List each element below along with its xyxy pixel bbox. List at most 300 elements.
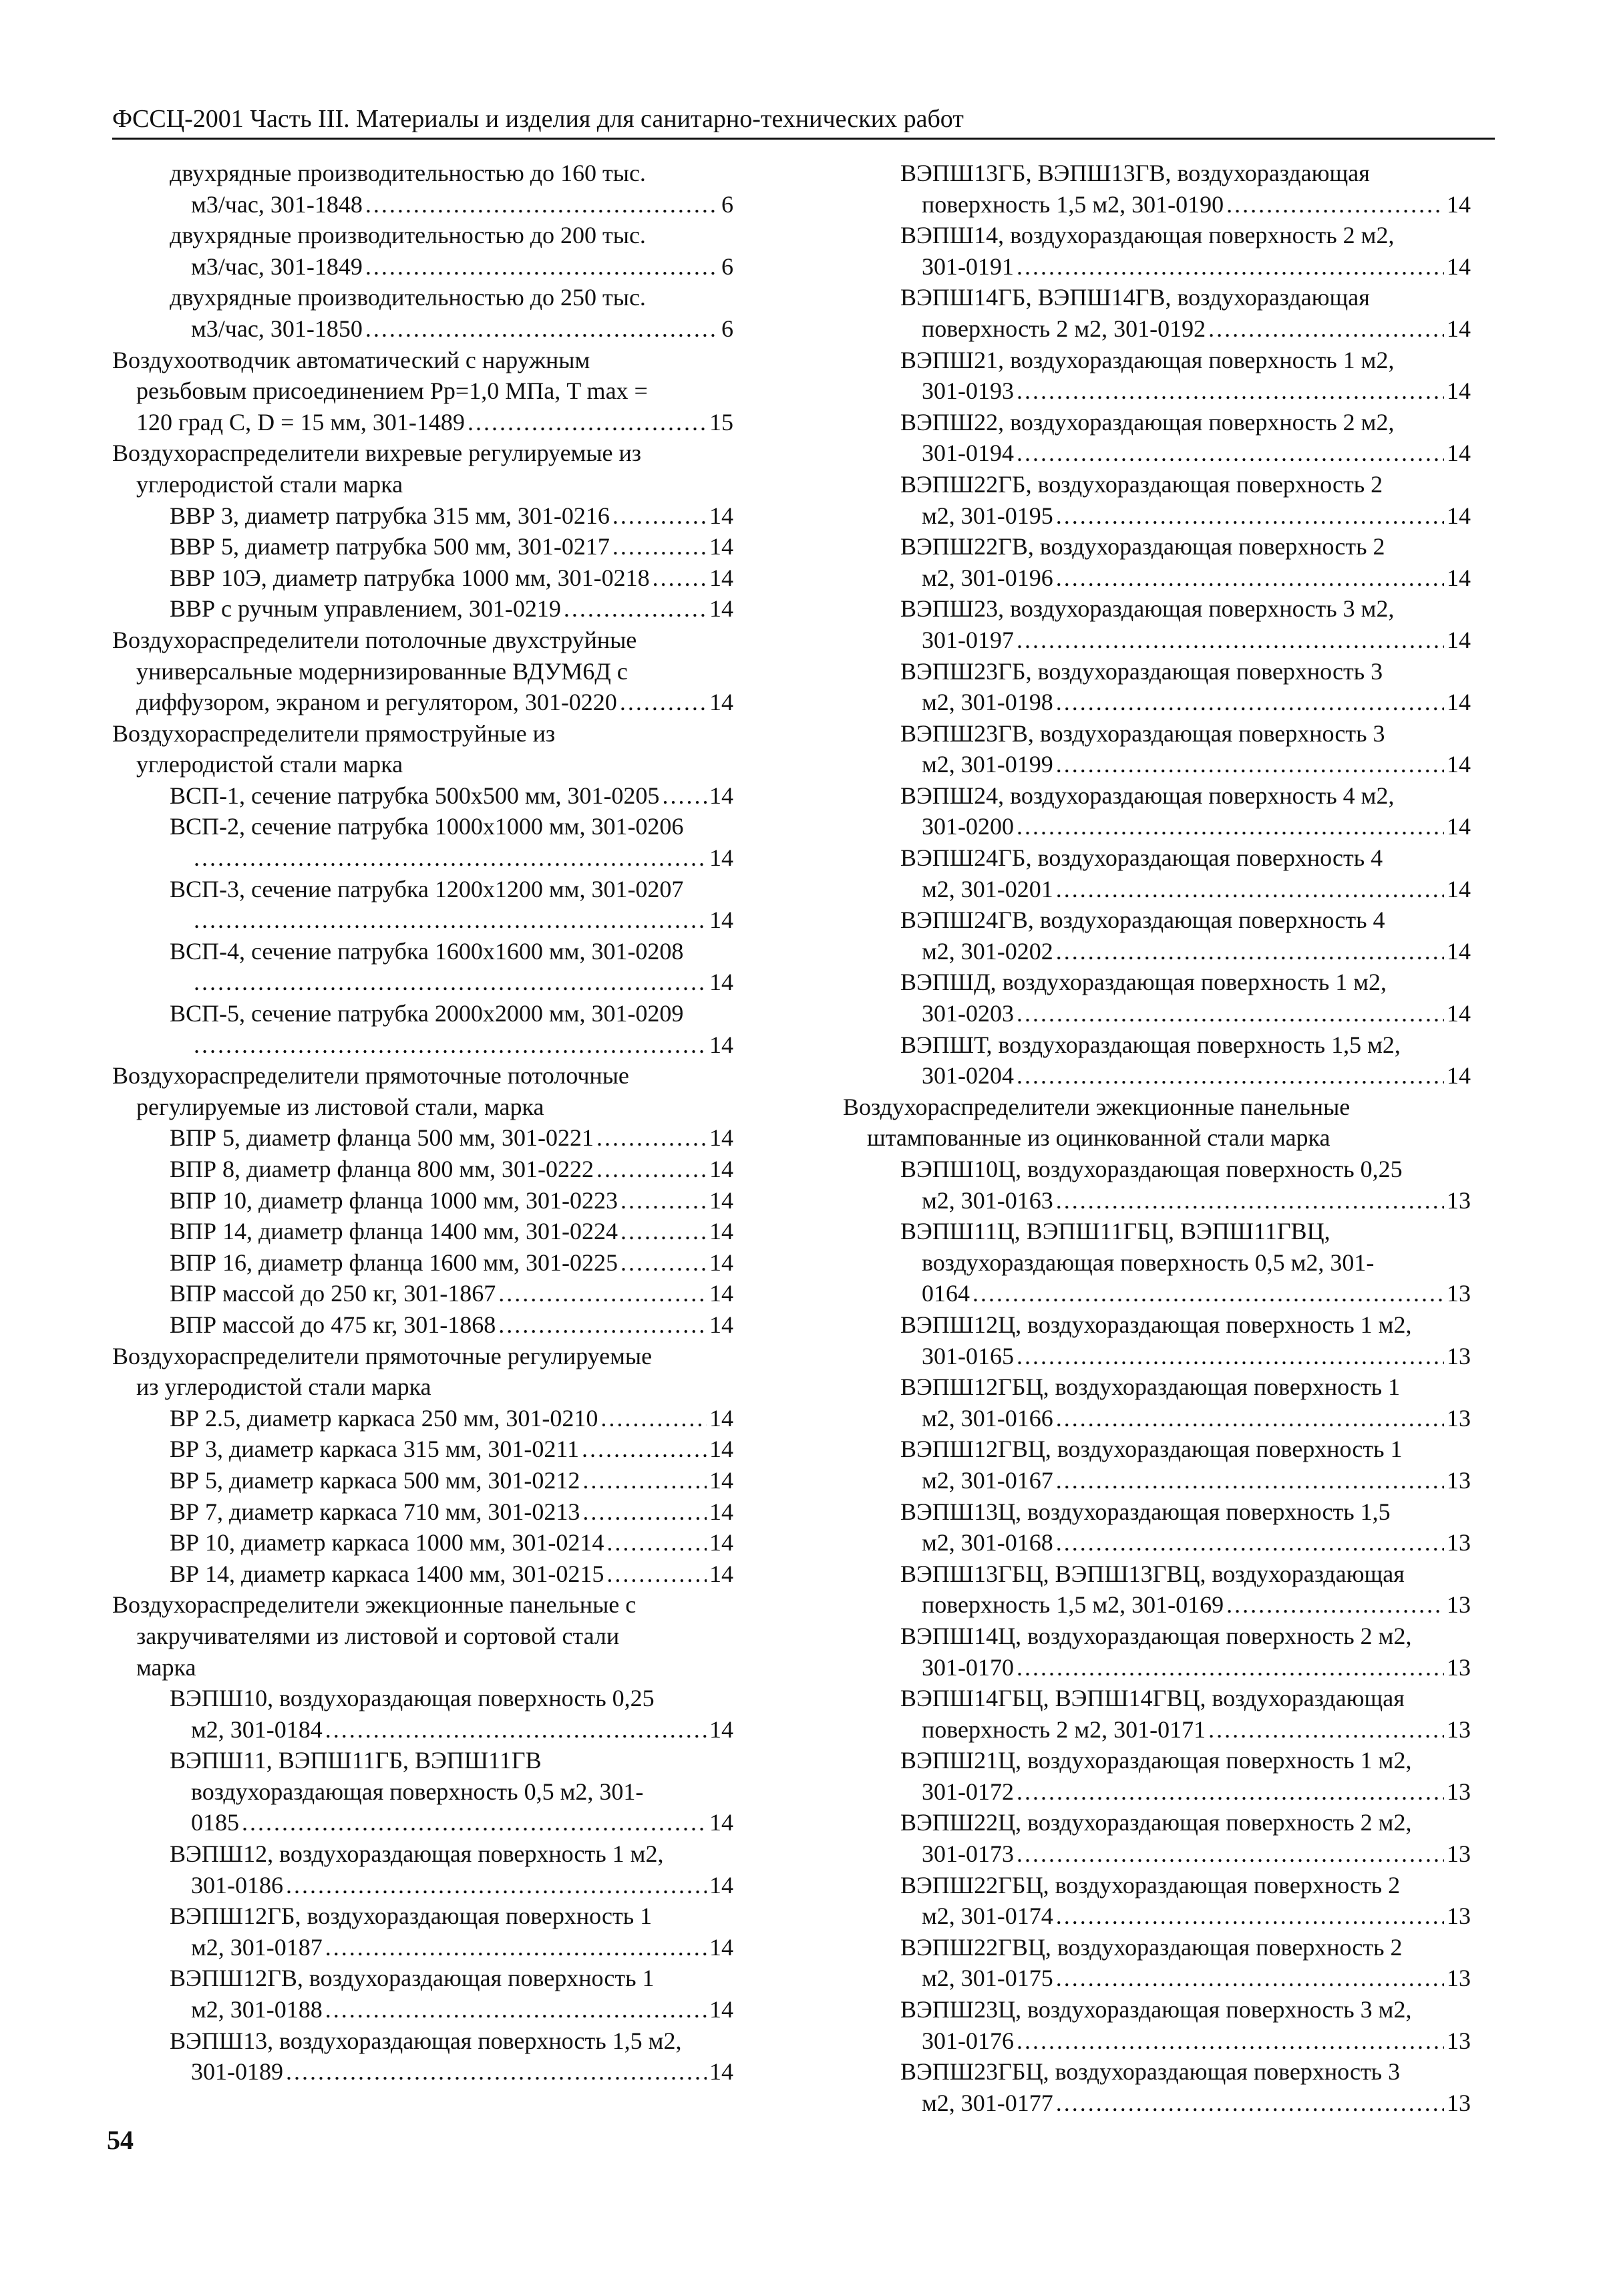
index-entry-text: Воздухораспределители потолочные двухструйные xyxy=(112,626,637,653)
index-page-ref: 14 xyxy=(1447,502,1471,529)
dot-leader xyxy=(564,593,707,625)
index-entry-leader-line xyxy=(843,998,1471,1029)
index-entry-leader-line xyxy=(843,251,1471,283)
index-entry-text: ВСП-1, сечение патрубка 500х500 мм, 301-0205 xyxy=(170,782,660,809)
index-entry-leader-line xyxy=(843,1403,1471,1434)
dot-leader xyxy=(194,967,707,998)
index-entry-text: ВР 5, диаметр каркаса 500 мм, 301-0212 xyxy=(170,1466,580,1494)
index-entry-leader-line xyxy=(112,1714,733,1746)
index-page-ref: 13 xyxy=(1447,1840,1471,1868)
index-page-ref: 13 xyxy=(1447,2027,1471,2054)
index-entry xyxy=(843,469,1471,531)
index-entry-text: ВЭПШ23Ц, воздухораздающая поверхность 3 м2, xyxy=(900,1996,1412,2023)
index-entry xyxy=(112,1465,733,1496)
dot-leader xyxy=(653,562,707,594)
index-entry-text: ВЭПШ22ГБЦ, воздухораздающая поверхность 2 xyxy=(900,1871,1401,1899)
index-entry xyxy=(843,780,1471,842)
index-page-ref: 14 xyxy=(1447,1062,1471,1090)
index-entry-text: ВР 7, диаметр каркаса 710 мм, 301-0213 xyxy=(170,1498,580,1525)
index-entry-text: ВР 10, диаметр каркаса 1000 мм, 301-0214 xyxy=(170,1529,604,1556)
index-entry-leader-line xyxy=(112,967,733,998)
index-entry xyxy=(843,1870,1471,1932)
index-page-ref: 14 xyxy=(1447,875,1471,903)
index-entry-text: м2, 301-0188 xyxy=(191,1996,323,2023)
index-entry-leader-line xyxy=(112,1247,733,1279)
index-page-ref: 14 xyxy=(1447,377,1471,405)
index-entry xyxy=(112,282,733,344)
index-entry-text: ВЭПШ11, ВЭПШ11ГБ, ВЭПШ11ГВ xyxy=(170,1747,542,1774)
index-entry-leader-line xyxy=(843,1963,1471,1994)
index-entry xyxy=(112,1403,733,1434)
index-page-ref: 15 xyxy=(709,408,733,436)
index-page-ref: 13 xyxy=(1447,1404,1471,1432)
dot-leader xyxy=(1056,1527,1444,1559)
index-entry xyxy=(843,1683,1471,1745)
dot-leader xyxy=(1017,1776,1444,1808)
index-entry-text: ВПР 16, диаметр фланца 1600 мм, 301-0225 xyxy=(170,1249,618,1276)
index-entry-text: м2, 301-0198 xyxy=(922,689,1053,716)
index-page-ref: 14 xyxy=(709,1809,733,1836)
index-entry xyxy=(112,1278,733,1309)
index-page-ref: 6 xyxy=(721,315,733,342)
index-page-ref: 13 xyxy=(1447,1965,1471,1992)
index-entry-text: воздухораздающая поверхность 0,5 м2, 301- xyxy=(922,1249,1375,1276)
index-entry-text: м3/час, 301-1848 xyxy=(191,190,363,218)
index-entry-text: ВЭПШ22, воздухораздающая поверхность 2 м2, xyxy=(900,408,1395,436)
index-entry-text: 301-0197 xyxy=(922,626,1014,653)
index-entry xyxy=(843,842,1471,905)
index-heading xyxy=(112,1341,733,1403)
index-entry-text: ВЭПШ21Ц, воздухораздающая поверхность 1 м2, xyxy=(900,1747,1412,1774)
index-column-right xyxy=(843,158,1471,2118)
dot-leader xyxy=(662,780,707,812)
index-entry-text: углеродистой стали марка xyxy=(136,751,403,778)
index-page-ref: 13 xyxy=(1447,1653,1471,1681)
index-entry xyxy=(843,1745,1471,1807)
index-entry-text: 301-0191 xyxy=(922,253,1014,280)
dot-leader xyxy=(1056,1901,1444,1932)
dot-leader xyxy=(582,1496,707,1528)
running-header xyxy=(112,100,1495,140)
index-entry xyxy=(843,407,1471,469)
index-entry-text: м2, 301-0195 xyxy=(922,502,1053,529)
index-entry-text: 301-0176 xyxy=(922,2027,1014,2054)
index-entry-text: м2, 301-0166 xyxy=(922,1404,1053,1432)
index-entry-text: ВПР 14, диаметр фланца 1400 мм, 301-0224 xyxy=(170,1218,618,1245)
index-entry-text: Воздухораспределители прямоточные регулируемые xyxy=(112,1342,653,1369)
index-entry-text: ВВР 3, диаметр патрубка 315 мм, 301-0216 xyxy=(170,502,610,529)
index-entry-text: м2, 301-0177 xyxy=(922,2089,1053,2116)
dot-leader xyxy=(582,1434,707,1465)
index-page-ref: 14 xyxy=(1447,1000,1471,1027)
index-entry-text: 301-0186 xyxy=(191,1871,283,1899)
index-entry-text: ВЭПШ23ГВ, воздухораздающая поверхность 3 xyxy=(900,719,1385,747)
index-entry xyxy=(843,1371,1471,1434)
index-entry xyxy=(843,1154,1471,1216)
index-entry-text: ВПР массой до 250 кг, 301-1867 xyxy=(170,1280,496,1307)
index-page-ref: 14 xyxy=(709,1933,733,1961)
dot-leader xyxy=(498,1309,707,1341)
dot-leader xyxy=(1017,1060,1444,1092)
index-entry xyxy=(843,1029,1471,1092)
index-entry xyxy=(112,998,733,1060)
index-heading xyxy=(112,625,733,718)
index-entry-leader-line xyxy=(112,1527,733,1559)
dot-leader xyxy=(1208,313,1444,345)
index-entry-leader-line xyxy=(843,1527,1471,1559)
index-entry xyxy=(112,593,733,625)
index-entry-text: 301-0173 xyxy=(922,1840,1014,1868)
dot-leader xyxy=(365,251,719,283)
index-entry-text: ВЭПШ13ГБЦ, ВЭПШ13ГВЦ, воздухораздающая xyxy=(900,1560,1405,1587)
index-entry-text: из углеродистой стали марка xyxy=(136,1373,431,1401)
dot-leader xyxy=(1017,1341,1444,1372)
index-entry-text: поверхность 1,5 м2, 301-0169 xyxy=(922,1591,1224,1619)
index-page-ref: 14 xyxy=(709,1498,733,1525)
index-entry-leader-line xyxy=(843,500,1471,532)
index-entry-leader-line xyxy=(112,1403,733,1434)
index-entry-text: 301-0165 xyxy=(922,1342,1014,1369)
dot-leader xyxy=(286,1870,707,1901)
index-entry-leader-line xyxy=(112,562,733,594)
index-entry-text: ВЭПШ10, воздухораздающая поверхность 0,25 xyxy=(170,1685,655,1712)
index-page-ref: 14 xyxy=(709,1404,733,1432)
dot-leader xyxy=(1056,687,1444,718)
index-entry xyxy=(112,2025,733,2088)
dot-leader xyxy=(1226,189,1444,220)
index-entry-text: ВЭПШ22ГБ, воздухораздающая поверхность 2 xyxy=(900,470,1383,498)
dot-leader xyxy=(1017,251,1444,283)
index-entry-leader-line xyxy=(843,1589,1471,1621)
dot-leader xyxy=(1017,2025,1444,2057)
index-page-ref: 13 xyxy=(1447,1186,1471,1214)
dot-leader xyxy=(194,905,707,936)
index-entry-leader-line xyxy=(112,1496,733,1528)
index-entry-leader-line xyxy=(112,687,733,718)
index-entry-text: м2, 301-0174 xyxy=(922,1903,1053,1930)
index-page-ref: 13 xyxy=(1447,1342,1471,1369)
index-entry xyxy=(843,1932,1471,1994)
index-entry xyxy=(112,811,733,873)
index-entry-text: Воздухораспределители эжекционные панельные xyxy=(843,1093,1351,1120)
index-entry xyxy=(112,531,733,562)
index-entry-text: ВЭПШ11Ц, ВЭПШ11ГБЦ, ВЭПШ11ГВЦ, xyxy=(900,1218,1330,1245)
index-entry-leader-line xyxy=(843,874,1471,905)
dot-leader xyxy=(620,1216,707,1247)
index-entry-text: 301-0203 xyxy=(922,1000,1014,1027)
index-entry-text: ВСП-2, сечение патрубка 1000х1000 мм, 301-0206 xyxy=(170,813,684,840)
index-entry xyxy=(112,158,733,220)
index-page-ref: 14 xyxy=(709,1280,733,1307)
index-page-ref: 14 xyxy=(709,1871,733,1899)
index-entry-leader-line xyxy=(112,500,733,532)
index-entry xyxy=(843,967,1471,1029)
index-entry xyxy=(112,1838,733,1901)
index-entry-text: м2, 301-0175 xyxy=(922,1965,1053,1992)
dot-leader xyxy=(1226,1589,1444,1621)
index-entry xyxy=(112,220,733,282)
index-entry-leader-line xyxy=(843,438,1471,469)
index-entry xyxy=(843,282,1471,344)
index-entry-text: ВЭПШ12, воздухораздающая поверхность 1 м2, xyxy=(170,1840,664,1868)
dot-leader xyxy=(194,1029,707,1061)
index-entry-leader-line xyxy=(843,1185,1471,1216)
index-page-ref: 14 xyxy=(709,502,733,529)
index-entry-leader-line xyxy=(843,1341,1471,1372)
index-entry-leader-line xyxy=(843,375,1471,407)
index-entry-text: поверхность 2 м2, 301-0192 xyxy=(922,315,1206,342)
index-page-ref: 14 xyxy=(1447,813,1471,840)
index-entry xyxy=(843,1496,1471,1559)
index-entry-leader-line xyxy=(843,1278,1471,1309)
index-entry-text: ВПР 10, диаметр фланца 1000 мм, 301-0223 xyxy=(170,1186,618,1214)
index-page-ref: 14 xyxy=(709,1249,733,1276)
index-entry-leader-line xyxy=(843,1060,1471,1092)
dot-leader xyxy=(1056,1963,1444,1994)
index-entry-text: ВСП-4, сечение патрубка 1600х1600 мм, 301-0208 xyxy=(170,937,684,965)
dot-leader xyxy=(600,1403,707,1434)
index-column-left xyxy=(112,158,733,2088)
index-entry-text: ВЭПШ22ГВ, воздухораздающая поверхность 2 xyxy=(900,533,1385,560)
index-entry-text: ВЭПШ23ГБ, воздухораздающая поверхность 3 xyxy=(900,657,1383,685)
index-page-ref: 13 xyxy=(1447,1778,1471,1805)
index-entry-leader-line xyxy=(112,593,733,625)
index-entry-text: м2, 301-0184 xyxy=(191,1715,323,1743)
index-entry xyxy=(112,1559,733,1590)
index-entry-leader-line xyxy=(112,1122,733,1154)
index-entry-text: 301-0193 xyxy=(922,377,1014,405)
index-page-ref: 14 xyxy=(709,1996,733,2023)
index-entry-leader-line xyxy=(843,562,1471,594)
index-entry-text: 301-0170 xyxy=(922,1653,1014,1681)
index-entry-text: Воздухораспределители эжекционные панельные с xyxy=(112,1591,637,1619)
index-entry-leader-line xyxy=(843,2025,1471,2057)
dot-leader xyxy=(612,500,707,532)
dot-leader xyxy=(468,407,707,438)
dot-leader xyxy=(325,1932,707,1963)
index-entry-text: ВЭПШ24, воздухораздающая поверхность 4 м2, xyxy=(900,782,1395,809)
dot-leader xyxy=(365,189,719,220)
dot-leader xyxy=(596,1122,707,1154)
index-entry-leader-line xyxy=(112,1185,733,1216)
index-entry-text: ВЭПШ14ГБ, ВЭПШ14ГВ, воздухораздающая xyxy=(900,284,1370,311)
index-entry-text: 301-0194 xyxy=(922,440,1014,467)
index-page-ref: 14 xyxy=(709,1156,733,1182)
dot-leader xyxy=(286,2056,707,2088)
index-entry-leader-line xyxy=(112,1309,733,1341)
index-entry-text: 0164 xyxy=(922,1280,970,1307)
dot-leader xyxy=(1017,1652,1444,1683)
index-page-ref: 13 xyxy=(1447,1715,1471,1743)
index-page-ref: 13 xyxy=(1447,2089,1471,2116)
index-entry-leader-line xyxy=(112,1559,733,1590)
index-entry-text: марка xyxy=(136,1653,196,1681)
index-heading xyxy=(843,1092,1471,1154)
index-page-ref: 14 xyxy=(709,1186,733,1214)
index-entry-leader-line xyxy=(843,1714,1471,1746)
dot-leader xyxy=(498,1278,707,1309)
index-entry xyxy=(112,1527,733,1559)
index-entry xyxy=(112,1745,733,1838)
index-entry-text: м2, 301-0167 xyxy=(922,1466,1053,1494)
index-page-ref: 14 xyxy=(709,533,733,560)
dot-leader xyxy=(606,1527,707,1559)
index-entry xyxy=(112,1963,733,2025)
index-entry xyxy=(112,1185,733,1216)
index-entry xyxy=(843,158,1471,220)
dot-leader xyxy=(325,1714,707,1746)
index-entry-leader-line xyxy=(843,811,1471,842)
dot-leader xyxy=(1017,438,1444,469)
index-entry-leader-line xyxy=(112,1932,733,1963)
index-page-ref: 14 xyxy=(709,1466,733,1494)
dot-leader xyxy=(620,687,707,718)
dot-leader xyxy=(1056,500,1444,532)
index-entry-text: м2, 301-0168 xyxy=(922,1529,1053,1556)
index-entry xyxy=(112,874,733,936)
index-page-ref: 14 xyxy=(1447,751,1471,778)
index-page-ref: 14 xyxy=(1447,440,1471,467)
index-entry-text: ВЭПШ14, воздухораздающая поверхность 2 м2, xyxy=(900,222,1395,249)
index-entry-leader-line xyxy=(843,313,1471,345)
index-entry xyxy=(112,1683,733,1745)
index-entry-leader-line xyxy=(112,1154,733,1185)
dot-leader xyxy=(365,313,719,345)
dot-leader xyxy=(1017,1838,1444,1870)
index-heading xyxy=(112,718,733,780)
index-entry xyxy=(112,936,733,998)
index-entry-text: м2, 301-0196 xyxy=(922,564,1053,591)
index-entry-text: поверхность 1,5 м2, 301-0190 xyxy=(922,190,1224,218)
index-entry xyxy=(112,1216,733,1247)
index-page-ref: 14 xyxy=(709,907,733,934)
index-page-ref: 6 xyxy=(721,190,733,218)
index-entry-text: ВЭПШ13ГБ, ВЭПШ13ГВ, воздухораздающая xyxy=(900,160,1370,186)
index-entry-leader-line xyxy=(843,1901,1471,1932)
dot-leader xyxy=(596,1154,707,1185)
index-entry-text: ВЭПШ23ГБЦ, воздухораздающая поверхность 3 xyxy=(900,2058,1401,2086)
index-entry-leader-line xyxy=(843,936,1471,967)
index-page-ref: 14 xyxy=(1447,315,1471,342)
index-page-ref: 14 xyxy=(709,1218,733,1245)
index-entry xyxy=(843,220,1471,282)
index-entry-text: ВЭПШ24ГБ, воздухораздающая поверхность 4 xyxy=(900,844,1383,872)
index-page-ref: 14 xyxy=(1447,626,1471,653)
index-entry-leader-line xyxy=(112,251,733,283)
index-entry xyxy=(112,1496,733,1528)
index-entry-text: закручивателями из листовой и сортовой стали xyxy=(136,1622,620,1649)
dot-leader xyxy=(582,1465,707,1496)
index-entry-text: 0185 xyxy=(191,1809,239,1836)
index-entry-text: двухрядные производительностью до 200 тыс. xyxy=(170,222,646,249)
index-heading xyxy=(112,345,733,438)
index-entry-text: ВЭПШ14ГБЦ, ВЭПШ14ГВЦ, воздухораздающая xyxy=(900,1685,1405,1712)
dot-leader xyxy=(620,1247,707,1279)
index-page-ref: 14 xyxy=(709,844,733,872)
index-entry-text: ВЭПШ24ГВ, воздухораздающая поверхность 4 xyxy=(900,907,1385,934)
index-entry xyxy=(843,1216,1471,1309)
index-entry xyxy=(112,562,733,594)
index-entry-leader-line xyxy=(843,189,1471,220)
index-entry xyxy=(843,345,1471,407)
index-page-ref: 13 xyxy=(1447,1903,1471,1930)
index-page-ref: 14 xyxy=(709,1311,733,1338)
index-entry-leader-line xyxy=(843,1652,1471,1683)
index-page-ref: 14 xyxy=(1447,937,1471,965)
index-entry-text: Воздухоотводчик автоматический с наружным xyxy=(112,346,590,373)
dot-leader xyxy=(1056,2088,1444,2119)
dot-leader xyxy=(612,531,707,562)
index-entry-text: диффузором, экраном и регулятором, 301-0220 xyxy=(136,689,617,716)
index-entry-leader-line xyxy=(843,687,1471,718)
index-entry xyxy=(843,593,1471,655)
dot-leader xyxy=(1017,811,1444,842)
index-entry-leader-line xyxy=(843,1465,1471,1496)
index-entry-leader-line xyxy=(112,1465,733,1496)
index-entry xyxy=(843,2056,1471,2118)
index-entry xyxy=(843,1621,1471,1683)
index-entry-leader-line xyxy=(112,1870,733,1901)
index-entry xyxy=(112,1901,733,1963)
index-page-ref: 14 xyxy=(709,1560,733,1587)
index-entry-leader-line xyxy=(843,625,1471,656)
dot-leader xyxy=(325,1994,707,2025)
index-page-ref: 13 xyxy=(1447,1529,1471,1556)
index-page-ref: 14 xyxy=(709,689,733,716)
index-page-ref: 14 xyxy=(709,969,733,996)
index-entry-text: универсальные модернизированные ВДУМ6Д с xyxy=(136,657,628,685)
dot-leader xyxy=(1017,625,1444,656)
index-entry-text: углеродистой стали марка xyxy=(136,470,403,498)
index-entry xyxy=(843,1559,1471,1621)
dot-leader xyxy=(1208,1714,1444,1746)
index-entry-text: ВСП-3, сечение патрубка 1200х1200 мм, 301-0207 xyxy=(170,875,684,903)
index-entry-leader-line xyxy=(112,313,733,345)
index-page-ref: 14 xyxy=(1447,190,1471,218)
index-entry-text: м2, 301-0163 xyxy=(922,1186,1053,1214)
index-entry-text: 120 град С, D = 15 мм, 301-1489 xyxy=(136,408,465,436)
index-entry-leader-line xyxy=(112,531,733,562)
index-entry-text: 301-0204 xyxy=(922,1062,1014,1090)
index-page-ref: 14 xyxy=(1447,564,1471,591)
index-page-ref: 14 xyxy=(709,1715,733,1743)
index-entry-text: ВЭПШ12ГБЦ, воздухораздающая поверхность 1 xyxy=(900,1373,1401,1401)
index-entry-text: м2, 301-0202 xyxy=(922,937,1053,965)
index-entry-text: двухрядные производительностью до 250 тыс. xyxy=(170,284,646,311)
dot-leader xyxy=(194,842,707,874)
index-entry-leader-line xyxy=(112,1278,733,1309)
index-entry-text: ВЭПШ22ГВЦ, воздухораздающая поверхность 2 xyxy=(900,1933,1403,1961)
index-page-ref: 13 xyxy=(1447,1591,1471,1619)
index-page-ref: 14 xyxy=(709,595,733,623)
index-entry-text: ВВР 5, диаметр патрубка 500 мм, 301-0217 xyxy=(170,533,610,560)
index-entry-text: ВЭПШ13, воздухораздающая поверхность 1,5 м2, xyxy=(170,2027,682,2054)
dot-leader xyxy=(1056,749,1444,780)
index-entry-text: м3/час, 301-1850 xyxy=(191,315,363,342)
dot-leader xyxy=(1056,936,1444,967)
index-entry-text: Воздухораспределители вихревые регулируемые из xyxy=(112,440,641,467)
index-entry xyxy=(843,531,1471,593)
index-entry-leader-line xyxy=(112,1216,733,1247)
index-entry-text: м2, 301-0187 xyxy=(191,1933,323,1961)
index-entry-text: ВЭПШ14Ц, воздухораздающая поверхность 2 м2, xyxy=(900,1622,1412,1649)
index-page-ref: 14 xyxy=(709,1124,733,1152)
index-entry xyxy=(843,1309,1471,1371)
dot-leader xyxy=(1017,375,1444,407)
index-entry-text: регулируемые из листовой стали, марка xyxy=(136,1093,544,1120)
index-entry-leader-line xyxy=(112,780,733,812)
index-entry-text: Воздухораспределители прямоструйные из xyxy=(112,719,556,747)
